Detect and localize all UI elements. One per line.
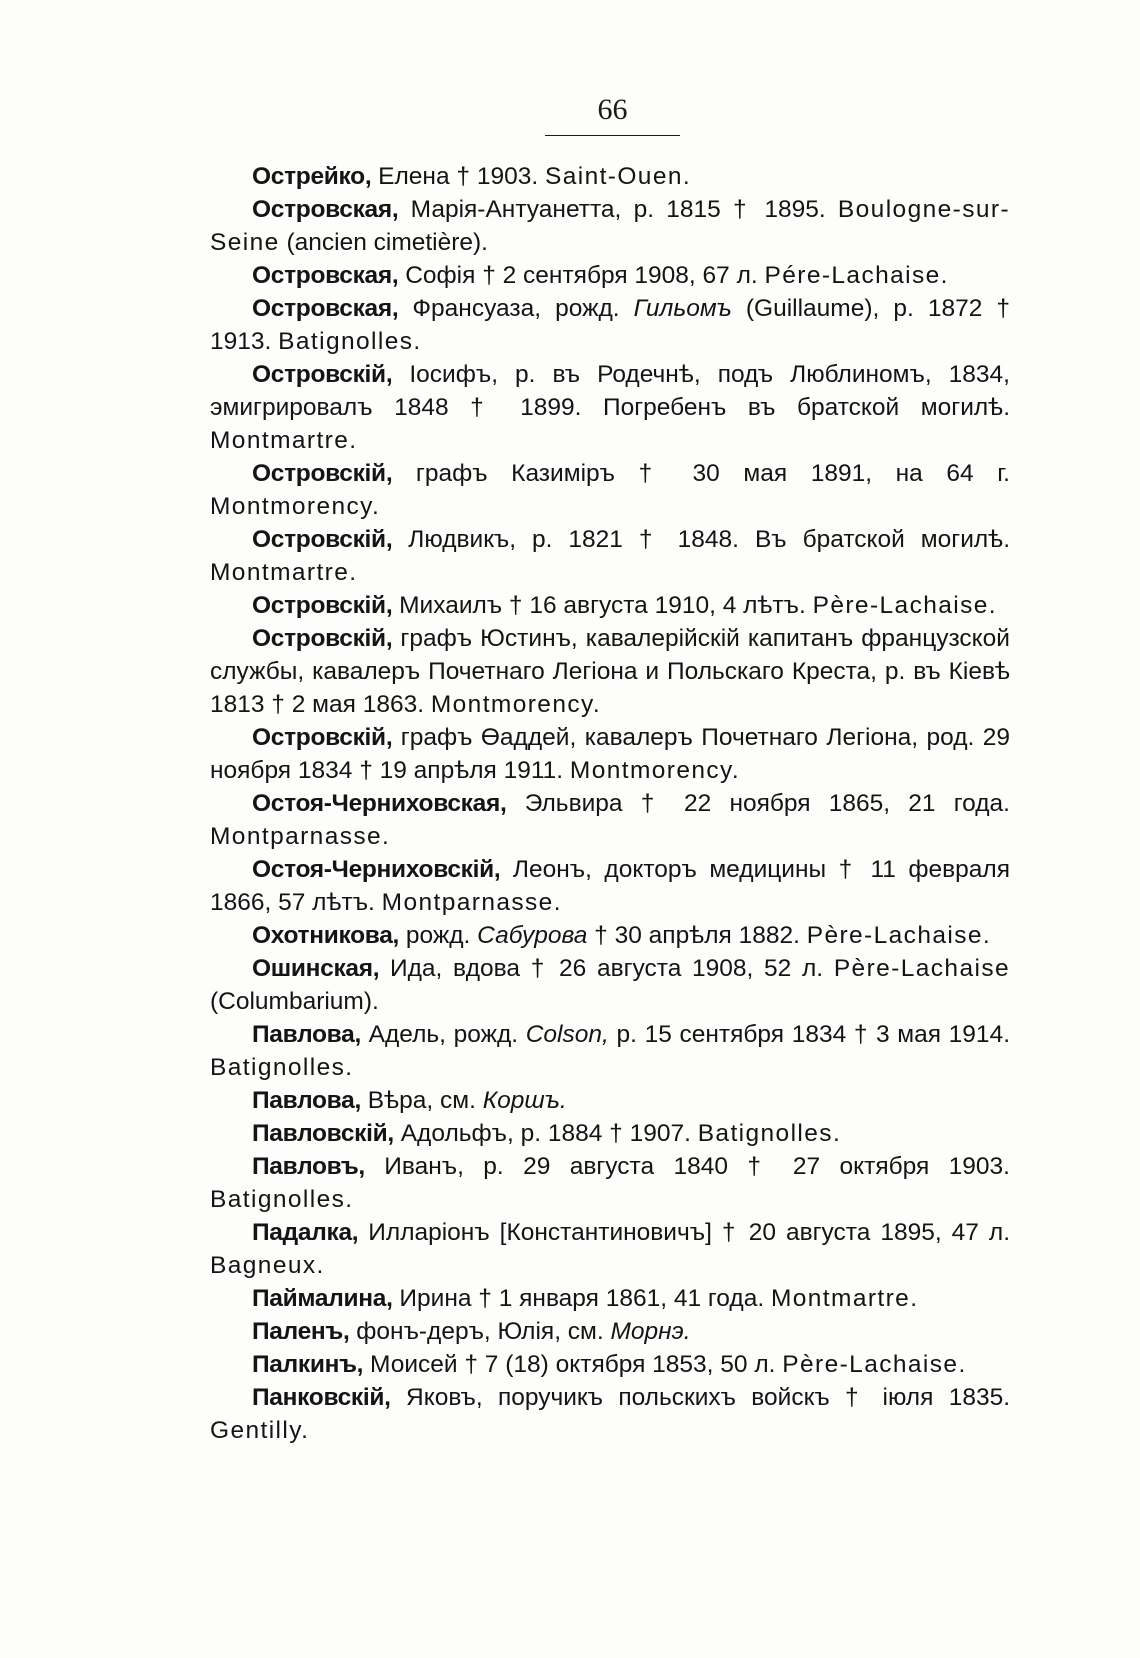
entry bbox=[210, 1150, 1010, 1216]
entry bbox=[210, 259, 1010, 292]
entry bbox=[210, 1018, 1010, 1084]
entry-cemetery: Batignolles. bbox=[210, 1186, 354, 1213]
entry-italic-name: Коршъ. bbox=[482, 1087, 567, 1114]
page-number: 66 bbox=[597, 93, 628, 126]
entry-text: Марія-Антуанетта, р. 1815 † 1895. bbox=[398, 196, 838, 223]
entry-cemetery: Pére-Lachaise. bbox=[764, 262, 949, 289]
entry-text: Іосифъ, р. въ Родечнѣ, подъ Люблиномъ, 1834, эмигрировалъ 1848 † 1899. Погребенъ въ братской могилѣ. bbox=[210, 361, 1010, 421]
entry-text: Моисей † 7 (18) октября 1853, 50 л. bbox=[363, 1351, 783, 1378]
entry bbox=[210, 1216, 1010, 1282]
entry-cemetery: Père-Lachaise. bbox=[806, 922, 992, 949]
entry bbox=[210, 193, 1010, 259]
entry-surname: Паленъ, bbox=[252, 1318, 350, 1345]
entry-surname: Острейко, bbox=[252, 163, 372, 190]
entry bbox=[210, 589, 1010, 622]
entry-text: Михаилъ † 16 августа 1910, 4 лѣтъ. bbox=[392, 592, 813, 619]
entry-surname: Паймалина, bbox=[252, 1285, 393, 1312]
entry bbox=[210, 787, 1010, 853]
entry bbox=[210, 1315, 1010, 1348]
entry-text: Людвикъ, р. 1821 † 1848. Въ братской могилѣ. bbox=[392, 526, 1010, 553]
entry-text: Франсуаза, рожд. bbox=[398, 295, 634, 322]
entry-text: † 30 апрѣля 1882. bbox=[587, 922, 807, 949]
entry-surname: Островскій, bbox=[252, 361, 393, 388]
entry-cemetery: Batignolles. bbox=[697, 1120, 842, 1147]
entry-text: Эльвира † 22 ноября 1865, 21 года. bbox=[506, 790, 1010, 817]
entry-text: Елена † 1903. bbox=[371, 163, 545, 190]
entry-surname: Островская, bbox=[252, 295, 399, 322]
entry-italic-name: Сабурова bbox=[477, 922, 588, 949]
entry-surname: Островскій, bbox=[252, 592, 393, 619]
entry-cemetery: Gentilly. bbox=[210, 1417, 310, 1444]
entry-text: Адель, рожд. bbox=[360, 1021, 526, 1048]
entry-surname: Павловъ, bbox=[252, 1153, 365, 1180]
entry-text: фонъ-деръ, Юлія, см. bbox=[349, 1318, 611, 1345]
cemetery-entry-list bbox=[210, 160, 1010, 1447]
entry-text: рожд. bbox=[399, 922, 478, 949]
entry-italic-name: Colson, bbox=[525, 1021, 609, 1048]
entry-text: (Guillaume), р. 1872 † 1913. bbox=[210, 295, 1010, 355]
entry bbox=[210, 358, 1010, 457]
entry-surname: Остоя-Черниховская, bbox=[252, 790, 507, 817]
entry bbox=[210, 1348, 1010, 1381]
entry bbox=[210, 457, 1010, 523]
entry bbox=[210, 1282, 1010, 1315]
entry-cemetery: Montmartre. bbox=[770, 1285, 919, 1312]
entry-text: Яковъ, поручикъ польскихъ войскъ † іюля 1835. bbox=[390, 1384, 1010, 1411]
entry-cemetery: Montmorency. bbox=[210, 493, 381, 520]
entry-surname: Павлова, bbox=[252, 1021, 361, 1048]
entry-cemetery: Batignolles. bbox=[210, 1054, 354, 1081]
entry bbox=[210, 721, 1010, 787]
entry-cemetery: Montmartre. bbox=[210, 559, 358, 586]
entry bbox=[210, 160, 1010, 193]
entry-surname: Островскій, bbox=[252, 460, 393, 487]
entry-text: графъ Юстинъ, кавалерійскій капитанъ французской службы, кавалеръ Почетнаго Легіона и Польскаго Креста, р. въ Кіевѣ 1813 † 2 мая 1863. bbox=[210, 625, 1010, 718]
entry bbox=[210, 292, 1010, 358]
entry-surname: Охотникова, bbox=[252, 922, 400, 949]
entry-surname: Островскій, bbox=[252, 526, 393, 553]
entry-cemetery: Père-Lachaise bbox=[833, 955, 1010, 982]
entry-text: р. 15 сентября 1834 † 3 мая 1914. bbox=[608, 1021, 1010, 1048]
page-number-rule bbox=[545, 135, 680, 136]
entry-cemetery: Père-Lachaise. bbox=[812, 592, 997, 619]
entry-text: (ancien cimetière). bbox=[279, 229, 488, 256]
entry-text: Илларіонъ [Константиновичъ] † 20 августа 1895, 47 л. bbox=[358, 1219, 1010, 1246]
entry-cemetery: Montmorency. bbox=[569, 757, 741, 784]
entry-text: Ида, вдова † 26 августа 1908, 52 л. bbox=[379, 955, 834, 982]
entry-text: графъ Өаддей, кавалеръ Почетнаго Легіона, род. 29 ноября 1834 † 19 апрѣля 1911. bbox=[210, 724, 1010, 784]
entry-cemetery: Père-Lachaise. bbox=[782, 1351, 967, 1378]
entry-cemetery: Montparnasse. bbox=[210, 823, 391, 850]
entry-surname: Ошинская, bbox=[252, 955, 380, 982]
entry bbox=[210, 853, 1010, 919]
entry-surname: Панковскій, bbox=[252, 1384, 391, 1411]
entry-italic-name: Гильомъ bbox=[633, 295, 732, 322]
entry-cemetery: Montparnasse. bbox=[381, 889, 562, 916]
entry-surname: Островскій, bbox=[252, 625, 393, 652]
entry-cemetery: Bagneux. bbox=[210, 1252, 325, 1279]
entry-text: Иванъ, р. 29 августа 1840 † 27 октября 1903. bbox=[364, 1153, 1010, 1180]
entry-cemetery: Boulogne-sur-Seine bbox=[210, 196, 1010, 256]
entry-surname: Павлова, bbox=[252, 1087, 361, 1114]
entry-text: Леонъ, докторъ медицины † 11 февраля 1866, 57 лѣтъ. bbox=[210, 856, 1010, 916]
entry-text: Адольфъ, р. 1884 † 1907. bbox=[393, 1120, 698, 1147]
entry-cemetery: Saint-Ouen. bbox=[544, 163, 692, 190]
entry-surname: Островская, bbox=[252, 196, 399, 223]
entry-text: графъ Казиміръ † 30 мая 1891, на 64 г. bbox=[392, 460, 1010, 487]
entry-text: Софія † 2 сентября 1908, 67 л. bbox=[398, 262, 765, 289]
entry bbox=[210, 622, 1010, 721]
entry bbox=[210, 1381, 1010, 1447]
entry-cemetery: Montmorency. bbox=[430, 691, 602, 718]
entry-cemetery: Batignolles. bbox=[278, 328, 422, 355]
entry-text: Вѣра, см. bbox=[360, 1087, 483, 1114]
entry-italic-name: Морнэ. bbox=[610, 1318, 691, 1345]
entry-text: (Columbarium). bbox=[210, 988, 379, 1015]
entry-cemetery: Montmartre. bbox=[210, 427, 358, 454]
entry bbox=[210, 523, 1010, 589]
entry bbox=[210, 952, 1010, 1018]
entry-surname: Островскій, bbox=[252, 724, 393, 751]
entry-surname: Павловскій, bbox=[252, 1120, 394, 1147]
entry bbox=[210, 1084, 1010, 1117]
entry-text: Ирина † 1 января 1861, 41 года. bbox=[392, 1285, 771, 1312]
entry bbox=[210, 919, 1010, 952]
entry-surname: Палкинъ, bbox=[252, 1351, 364, 1378]
entry bbox=[210, 1117, 1010, 1150]
entry-surname: Островская, bbox=[252, 262, 399, 289]
entry-surname: Остоя-Черниховскій, bbox=[252, 856, 501, 883]
entry-surname: Падалка, bbox=[252, 1219, 359, 1246]
